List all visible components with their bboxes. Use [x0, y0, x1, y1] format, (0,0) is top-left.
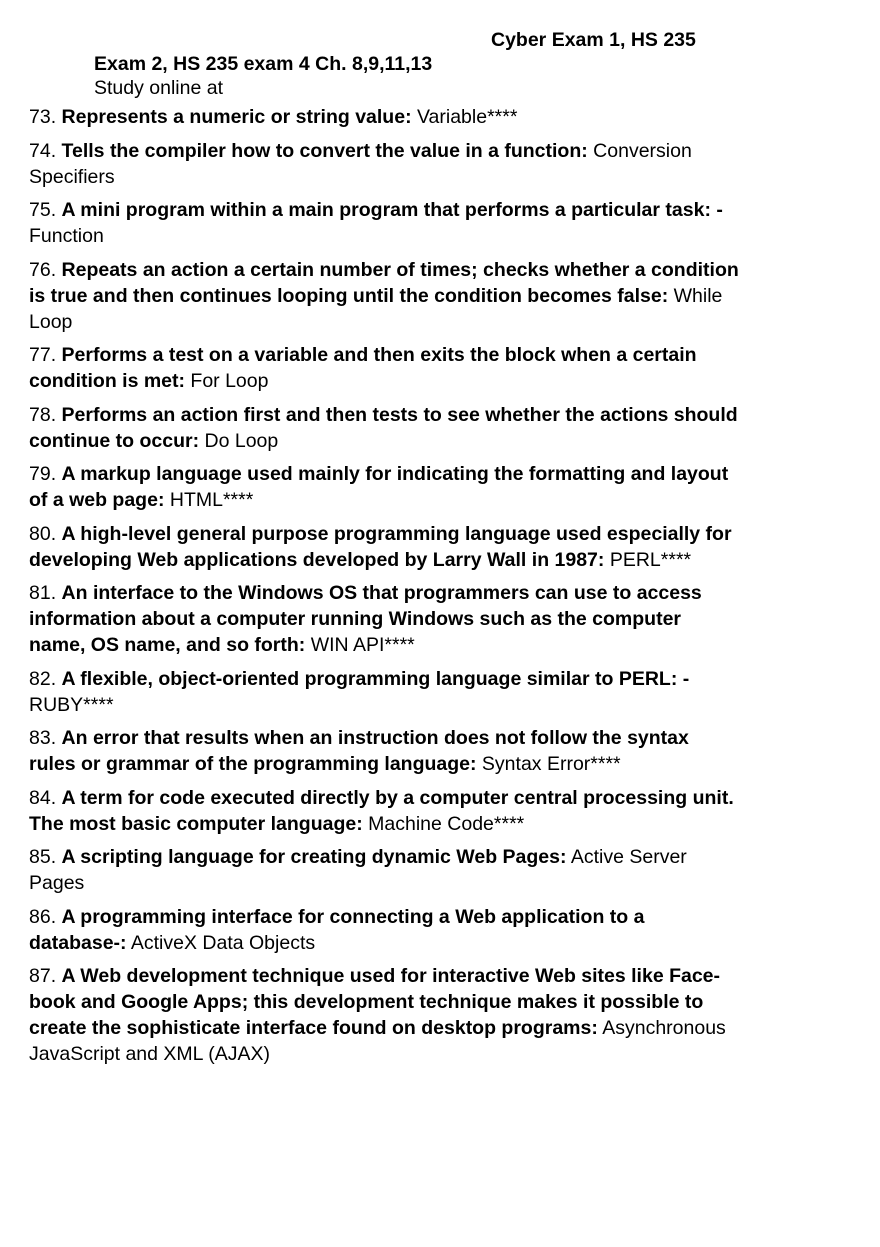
card-term: Represents a numeric or string value: — [61, 106, 412, 128]
card-number: 75. — [29, 199, 57, 221]
card-number: 83. — [29, 727, 57, 749]
flashcard-item — [29, 666, 739, 718]
card-answer: Do Loop — [204, 429, 279, 452]
card-number: 77. — [29, 344, 57, 366]
card-number: 81. — [29, 582, 57, 604]
card-term: Performs a test on a variable and then exits the block when a certain condition is met: — [29, 344, 697, 392]
card-term: A mini program within a main program that performs a particular task: - — [61, 199, 723, 221]
flashcard-item — [29, 402, 739, 454]
card-answer: Function — [29, 225, 104, 247]
card-answer: Active Server Pages — [29, 846, 687, 894]
flashcard-item — [29, 521, 739, 573]
card-term: A term for code executed directly by a computer central processing unit. The most basic computer language: — [29, 786, 734, 835]
flashcard-item — [29, 963, 739, 1067]
card-number: 84. — [29, 786, 57, 809]
top-title: Cyber Exam 1, HS 235 — [491, 29, 696, 51]
flashcard-item — [29, 580, 739, 658]
card-answer: RUBY**** — [29, 693, 114, 716]
card-answer: Asynchronous JavaScript and XML (AJAX) — [29, 1017, 726, 1065]
card-number: 85. — [29, 846, 57, 868]
card-number: 82. — [29, 667, 57, 690]
card-term: An error that results when an instruction does not follow the syntax rules or grammar of the programming language: — [29, 727, 689, 775]
card-number: 76. — [29, 258, 57, 281]
card-answer: For Loop — [190, 370, 269, 392]
card-number: 78. — [29, 403, 57, 426]
card-term: A high-level general purpose programming language used especially for developing Web applications developed by Larry Wall in 1987: — [29, 522, 732, 571]
flashcard-item — [29, 461, 739, 513]
card-term: A Web development technique used for interactive Web sites like Face-book and Google Apps; this development technique makes it possible to create the sophisticate interface found on desktop programs: — [29, 965, 721, 1039]
flashcard-item — [29, 257, 739, 335]
card-term: A flexible, object-oriented programming language similar to PERL: - — [61, 667, 690, 690]
card-number: 86. — [29, 905, 57, 928]
card-answer: Syntax Error**** — [481, 753, 621, 775]
flashcard-item — [29, 725, 739, 777]
flashcard-item — [29, 138, 739, 190]
card-term: A scripting language for creating dynamic Web Pages: — [61, 846, 567, 868]
card-term: A programming interface for connecting a Web application to a database-: — [29, 905, 645, 954]
page-title: Exam 2, HS 235 exam 4 Ch. 8,9,11,13 — [94, 53, 433, 75]
page-subtitle: Study online at — [94, 77, 224, 99]
card-answer: Machine Code**** — [368, 812, 525, 835]
card-answer: PERL**** — [609, 548, 692, 571]
flashcard-item — [29, 785, 739, 837]
card-answer: Conversion Specifiers — [29, 139, 692, 188]
card-number: 79. — [29, 463, 57, 485]
card-answer: HTML**** — [169, 489, 254, 511]
card-answer: WIN API**** — [310, 634, 415, 656]
flashcard-item — [29, 104, 739, 130]
flashcard-item — [29, 342, 739, 394]
flashcard-item — [29, 197, 739, 249]
card-number: 80. — [29, 522, 57, 545]
flashcard-list — [29, 104, 739, 1075]
card-number: 87. — [29, 965, 57, 987]
card-number: 74. — [29, 139, 57, 162]
document-header — [94, 52, 734, 100]
card-term: An interface to the Windows OS that programmers can use to access information about a computer running Windows such as the computer name, OS name, and so forth: — [29, 582, 702, 656]
card-answer: ActiveX Data Objects — [130, 931, 316, 954]
card-answer: Variable**** — [416, 106, 518, 128]
card-term: Repeats an action a certain number of times; checks whether a condition is true and then continues looping until the condition becomes false: — [29, 258, 739, 307]
card-number: 73. — [29, 106, 57, 128]
card-answer: While Loop — [29, 284, 723, 333]
flashcard-item — [29, 844, 739, 896]
card-term: Tells the compiler how to convert the value in a function: — [61, 139, 588, 162]
card-term: Performs an action first and then tests to see whether the actions should continue to occur: — [29, 403, 738, 452]
flashcard-item — [29, 904, 739, 956]
card-term: A markup language used mainly for indicating the formatting and layout of a web page: — [29, 463, 729, 511]
